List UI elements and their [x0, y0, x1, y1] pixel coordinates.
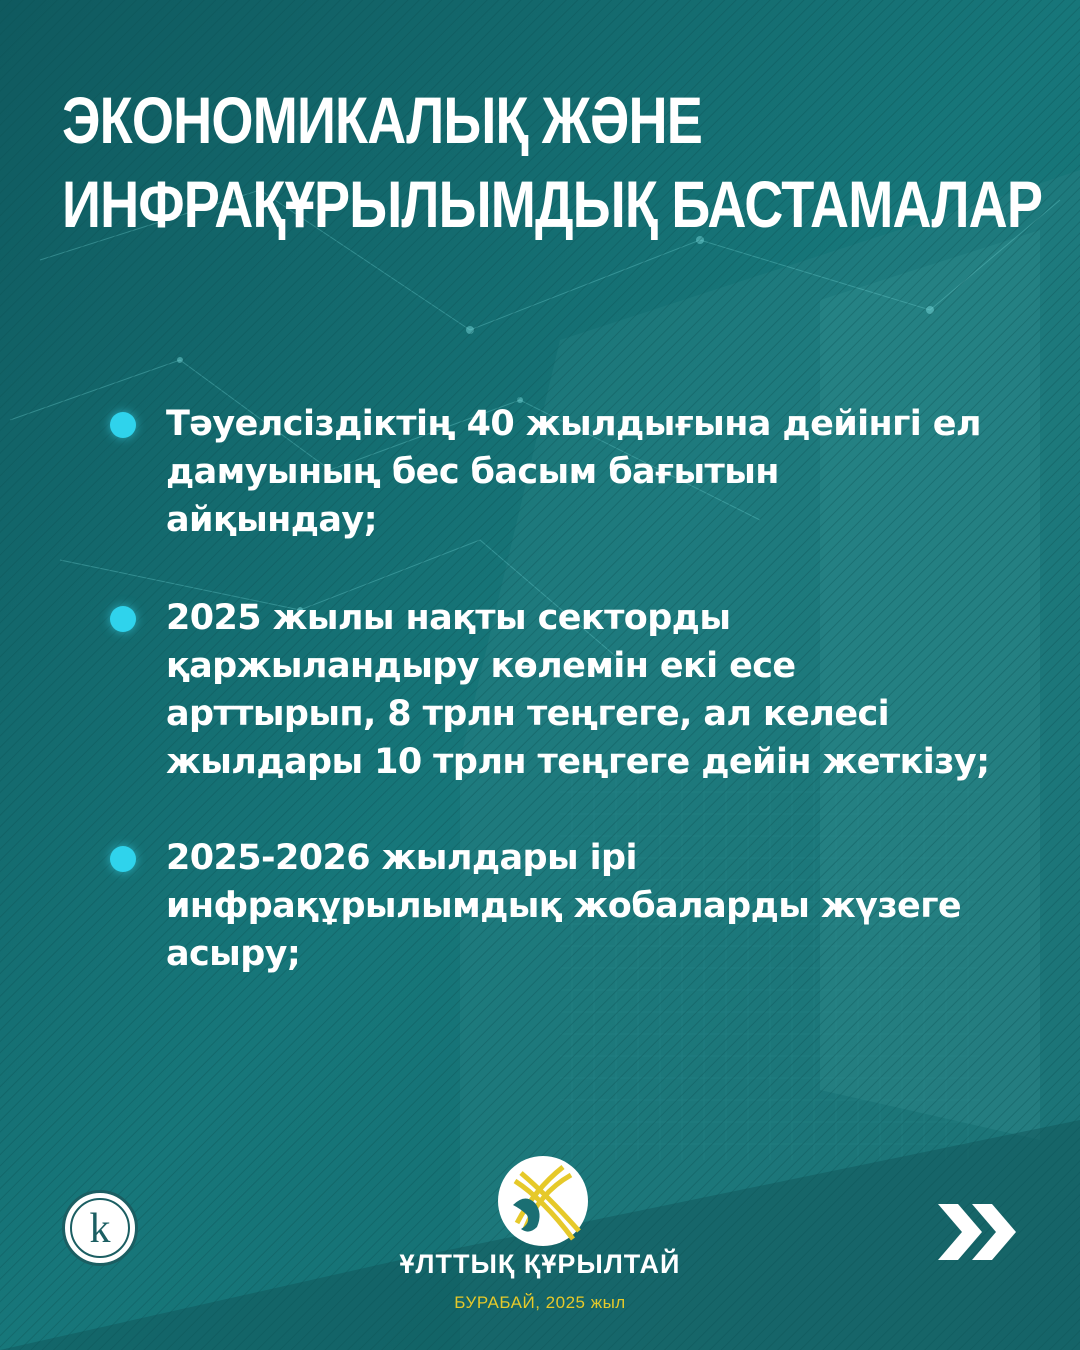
bullet-line: 2025-2026 жылдары ірі [166, 838, 637, 878]
bullet-line: айқындау; [166, 500, 378, 540]
bullet-line: дамуының бес басым бағытын [166, 452, 779, 492]
double-chevron-right-icon[interactable] [936, 1200, 1020, 1264]
title-line-1: ЭКОНОМИКАЛЫҚ ЖӘНЕ [62, 83, 703, 157]
emblem-title: ҰЛТТЫҚ ҚҰРЫЛТАЙ [399, 1249, 681, 1279]
bullet-line: арттырып, 8 трлн теңгеге, ал келесі [166, 694, 890, 734]
kazinform-k-logo-icon [62, 1190, 138, 1266]
bullet-dot-icon [110, 846, 136, 872]
bullet-text [166, 834, 1046, 978]
emblem-subtitle: БУРАБАЙ, 2025 жыл [454, 1293, 626, 1312]
bullet-text [166, 594, 1046, 786]
bullet-line: Тәуелсіздіктің 40 жылдығына дейінгі ел [166, 404, 981, 444]
svg-text:k: k [89, 1206, 111, 1252]
page-title [62, 78, 1043, 246]
bullet-line: асыру; [166, 934, 301, 974]
bullet-line: 2025 жылы нақты секторды [166, 598, 731, 638]
title-line-2: ИНФРАҚҰРЫЛЫМДЫҚ БАСТАМАЛАР [62, 167, 1043, 241]
bullet-dot-icon [110, 412, 136, 438]
bullet-line: қаржыландыру көлемін екі есе [166, 646, 796, 686]
bullet-dot-icon [110, 606, 136, 632]
ulttyk-kurultai-emblem-icon [495, 1153, 591, 1249]
bullet-text [166, 400, 1046, 544]
bullet-line: жылдары 10 трлн теңгеге дейін жеткізу; [166, 742, 990, 782]
bullet-line: инфрақұрылымдық жобаларды жүзеге [166, 886, 962, 926]
